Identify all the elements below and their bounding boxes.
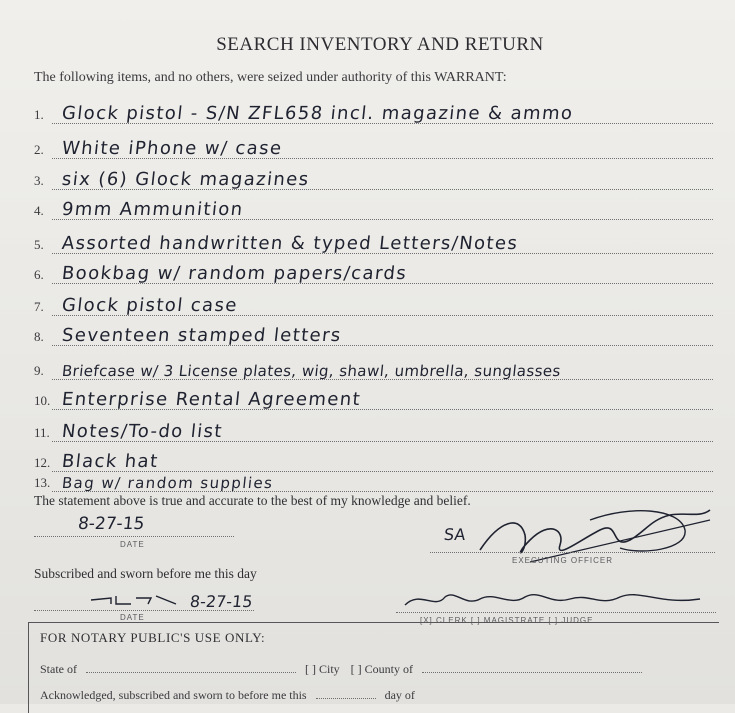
date-line	[34, 536, 234, 537]
item-number: 12.	[34, 455, 51, 470]
item-number: 9.	[34, 363, 44, 378]
form-intro: The following items, and no others, were seized under authority of this WARRANT:	[34, 70, 507, 85]
item-text: Bag w/ random supplies	[61, 474, 275, 492]
clerk-signature	[400, 585, 710, 615]
item-text: Enterprise Rental Agreement	[60, 389, 363, 410]
item-number: 7.	[34, 299, 44, 314]
item-text: Notes/To-do list	[60, 421, 224, 442]
item-row	[0, 292, 735, 318]
item-number: 1.	[34, 107, 44, 122]
form-title: SEARCH INVENTORY AND RETURN	[216, 34, 544, 55]
item-number: 4.	[34, 203, 44, 218]
subscribed-date-line	[34, 610, 254, 611]
item-row	[0, 230, 735, 256]
item-row	[0, 166, 735, 192]
clerk-stamp-scribble	[86, 590, 186, 610]
notary-title: FOR NOTARY PUBLIC'S USE ONLY:	[40, 630, 266, 645]
item-number: 8.	[34, 329, 44, 344]
statement-date: 8-27-15	[76, 514, 146, 534]
state-label: State of	[40, 662, 77, 676]
item-text: Black hat	[60, 451, 160, 472]
item-number: 11.	[34, 425, 50, 440]
item-number: 2.	[34, 142, 44, 157]
item-row	[0, 356, 735, 382]
item-number: 13.	[34, 475, 51, 490]
officer-line	[430, 552, 715, 553]
item-row	[0, 418, 735, 444]
item-text: Assorted handwritten & typed Letters/Notes	[60, 233, 520, 254]
item-row	[0, 386, 735, 412]
county-option[interactable]: [ ] County of	[350, 662, 413, 676]
officer-initials: SA	[443, 525, 467, 544]
item-text: Bookbag w/ random papers/cards	[60, 263, 409, 284]
item-number: 5.	[34, 237, 44, 252]
item-number: 10.	[34, 393, 51, 408]
item-text: Glock pistol case	[60, 295, 239, 316]
item-row	[0, 100, 735, 126]
state-field[interactable]	[86, 672, 296, 673]
subscribed-date-label: DATE	[120, 613, 145, 622]
item-row	[0, 135, 735, 161]
subscribed-date: 8-27-15	[189, 592, 254, 611]
notary-state-row	[40, 662, 642, 677]
item-text: Seventeen stamped letters	[60, 325, 343, 346]
item-number: 3.	[34, 173, 44, 188]
item-row	[0, 468, 735, 494]
item-text: White iPhone w/ case	[60, 138, 284, 159]
item-number: 6.	[34, 267, 44, 282]
notary-ack-row	[40, 688, 415, 703]
subscribed-text: Subscribed and sworn before me this day	[34, 566, 257, 581]
day-of-text: day of	[384, 688, 415, 702]
ack-day-field[interactable]	[316, 698, 376, 699]
item-row	[0, 260, 735, 286]
item-text: Briefcase w/ 3 License plates, wig, shawl, umbrella, sunglasses	[61, 362, 562, 380]
item-row	[0, 196, 735, 222]
item-text: Glock pistol - S/N ZFL658 incl. magazine & ammo	[60, 103, 575, 124]
magistrate-label: [X] CLERK [ ] MAGISTRATE [ ] JUDGE	[420, 616, 594, 625]
item-row	[0, 322, 735, 348]
date-label: DATE	[120, 540, 145, 549]
item-text: six (6) Glock magazines	[60, 169, 311, 190]
clerk-line	[396, 612, 716, 613]
item-text: 9mm Ammunition	[60, 199, 245, 220]
county-field[interactable]	[422, 672, 642, 673]
officer-label: EXECUTING OFFICER	[512, 556, 614, 565]
city-option[interactable]: [ ] City	[305, 662, 340, 676]
statement-text: The statement above is true and accurate to the best of my knowledge and belief.	[34, 493, 471, 508]
acknowledged-text: Acknowledged, subscribed and sworn to before me this	[40, 688, 307, 702]
